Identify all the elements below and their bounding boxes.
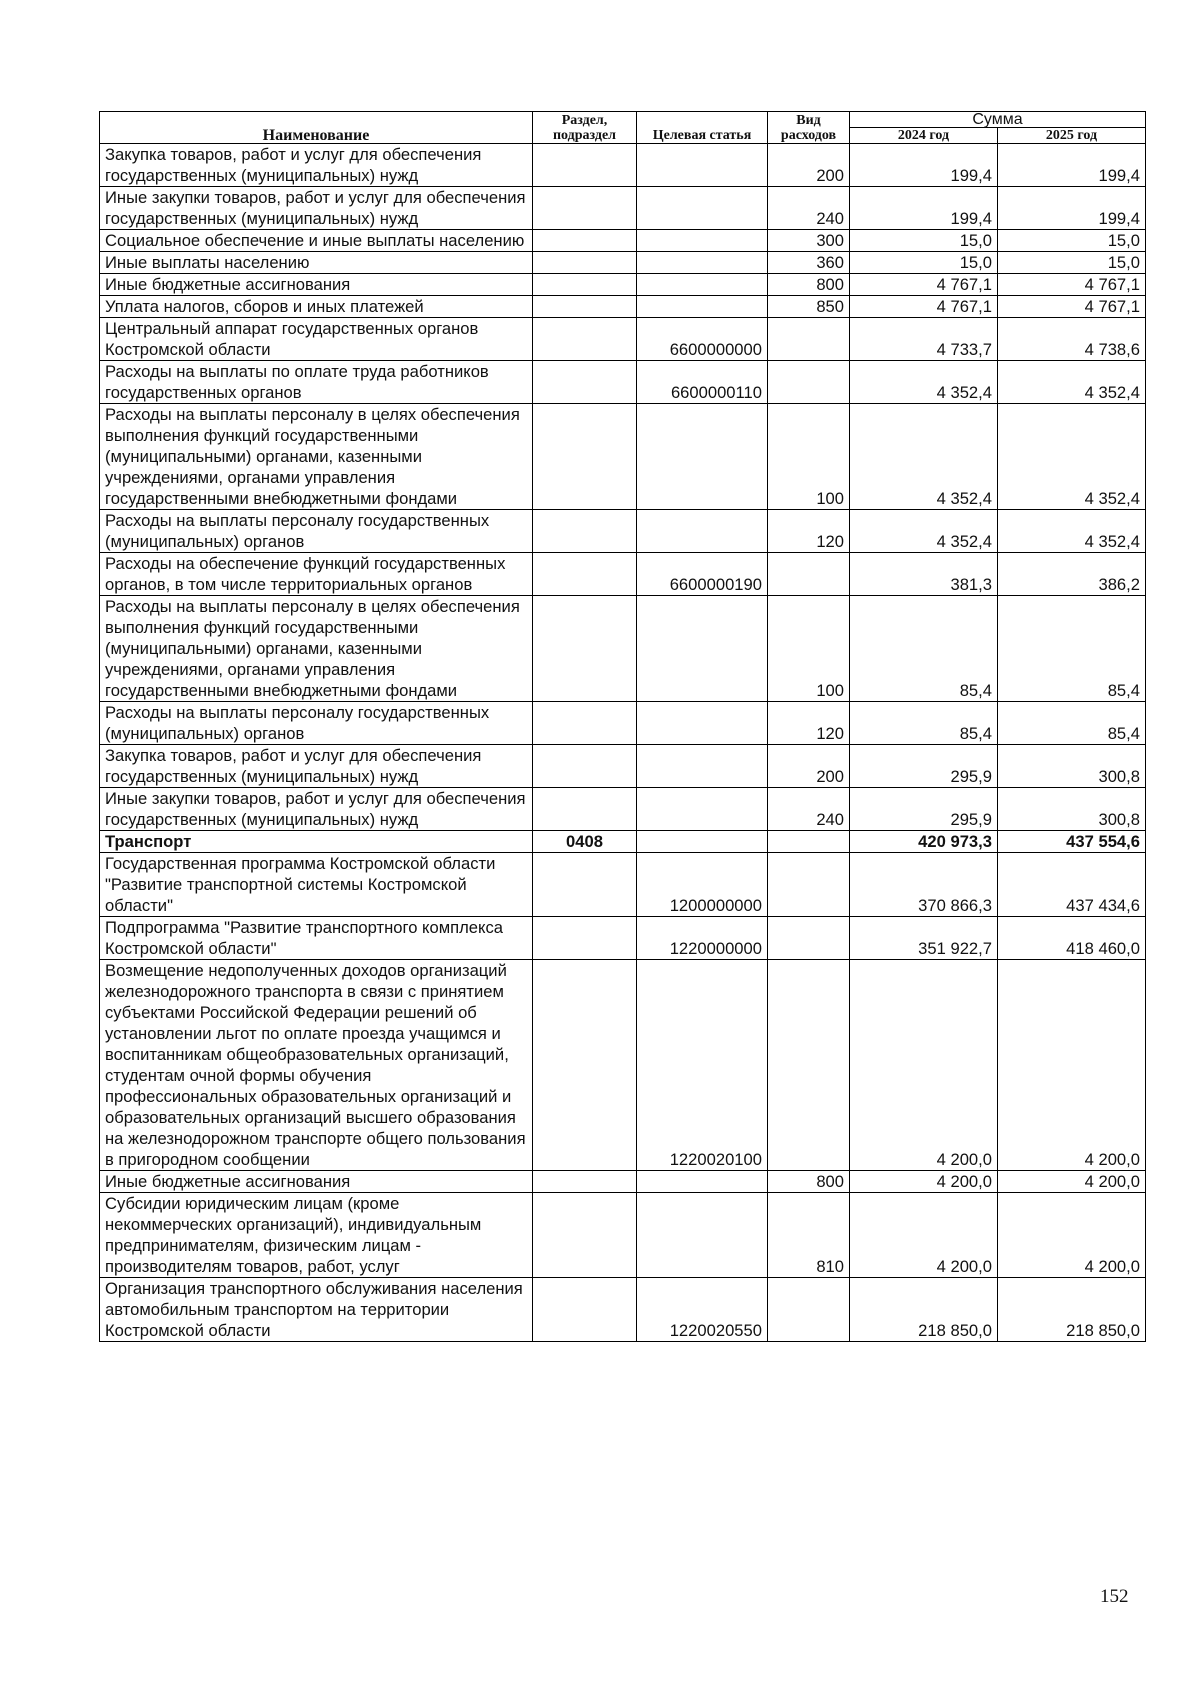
- cell-section: [533, 144, 637, 187]
- cell-section: [533, 960, 637, 1171]
- cell-target: 1220020100: [637, 960, 768, 1171]
- cell-target: [637, 144, 768, 187]
- cell-name: Закупка товаров, работ и услуг для обеспечения государственных (муниципальных) нужд: [100, 745, 533, 788]
- cell-name: Центральный аппарат государственных органов Костромской области: [100, 318, 533, 361]
- table-row: [100, 187, 1146, 230]
- cell-sum-2025: 218 850,0: [998, 1278, 1146, 1342]
- table-row: [100, 702, 1146, 745]
- cell-name: Расходы на выплаты персоналу государственных (муниципальных) органов: [100, 702, 533, 745]
- cell-sum-2024: 420 973,3: [850, 831, 998, 853]
- cell-section: [533, 596, 637, 702]
- budget-page: [99, 111, 1145, 1342]
- cell-sum-2024: 199,4: [850, 187, 998, 230]
- cell-sum-2024: 199,4: [850, 144, 998, 187]
- cell-name: Расходы на обеспечение функций государственных органов, в том числе территориальных органов: [100, 553, 533, 596]
- cell-expense-type: 800: [768, 274, 850, 296]
- cell-sum-2025: 437 434,6: [998, 853, 1146, 917]
- cell-name: Иные закупки товаров, работ и услуг для обеспечения государственных (муниципальных) нужд: [100, 788, 533, 831]
- cell-section: [533, 853, 637, 917]
- cell-expense-type: [768, 361, 850, 404]
- table-row: [100, 1193, 1146, 1278]
- cell-name: Подпрограмма "Развитие транспортного комплекса Костромской области": [100, 917, 533, 960]
- cell-expense-type: 120: [768, 702, 850, 745]
- cell-target: [637, 510, 768, 553]
- cell-target: [637, 230, 768, 252]
- cell-target: [637, 831, 768, 853]
- header-year-2025: 2025 год: [998, 128, 1146, 144]
- cell-target: 6600000110: [637, 361, 768, 404]
- table-row: [100, 831, 1146, 853]
- cell-expense-type: [768, 917, 850, 960]
- header-sum: Сумма: [850, 112, 1146, 128]
- cell-sum-2025: 199,4: [998, 144, 1146, 187]
- table-row: [100, 230, 1146, 252]
- header-target: Целевая статья: [637, 112, 768, 144]
- cell-expense-type: 800: [768, 1171, 850, 1193]
- table-row: [100, 510, 1146, 553]
- cell-sum-2024: 295,9: [850, 745, 998, 788]
- cell-sum-2025: 437 554,6: [998, 831, 1146, 853]
- table-row: [100, 745, 1146, 788]
- cell-section: [533, 553, 637, 596]
- cell-expense-type: [768, 1278, 850, 1342]
- cell-sum-2025: 386,2: [998, 553, 1146, 596]
- cell-name: Иные бюджетные ассигнования: [100, 274, 533, 296]
- table-row: [100, 553, 1146, 596]
- cell-section: [533, 702, 637, 745]
- cell-target: 1220020550: [637, 1278, 768, 1342]
- table-row: [100, 252, 1146, 274]
- cell-section: [533, 274, 637, 296]
- cell-sum-2024: 4 733,7: [850, 318, 998, 361]
- cell-name: Закупка товаров, работ и услуг для обеспечения государственных (муниципальных) нужд: [100, 144, 533, 187]
- cell-name: Расходы на выплаты по оплате труда работников государственных органов: [100, 361, 533, 404]
- cell-sum-2025: 4 352,4: [998, 361, 1146, 404]
- cell-name: Уплата налогов, сборов и иных платежей: [100, 296, 533, 318]
- cell-sum-2025: 4 352,4: [998, 404, 1146, 510]
- cell-sum-2025: 4 767,1: [998, 274, 1146, 296]
- cell-name: Расходы на выплаты персоналу в целях обеспечения выполнения функций государственными (муниципальными) органами, казенными учреждениями, органами управления государственными внебюджетными фондами: [100, 596, 533, 702]
- cell-target: [637, 1193, 768, 1278]
- cell-name: Расходы на выплаты персоналу в целях обеспечения выполнения функций государственными (муниципальными) органами, казенными учреждениями, органами управления государственными внебюджетными фондами: [100, 404, 533, 510]
- cell-target: 6600000190: [637, 553, 768, 596]
- table-row: [100, 853, 1146, 917]
- cell-sum-2025: 418 460,0: [998, 917, 1146, 960]
- table-row: [100, 596, 1146, 702]
- cell-sum-2024: 351 922,7: [850, 917, 998, 960]
- cell-sum-2025: 15,0: [998, 252, 1146, 274]
- cell-sum-2024: 4 200,0: [850, 1171, 998, 1193]
- table-row: [100, 361, 1146, 404]
- cell-name: Организация транспортного обслуживания населения автомобильным транспортом на территории Костромской области: [100, 1278, 533, 1342]
- budget-table: [99, 111, 1146, 1342]
- cell-name: Субсидии юридическим лицам (кроме некоммерческих организаций), индивидуальным предпринимателям, физическим лицам - производителям товаров, работ, услуг: [100, 1193, 533, 1278]
- cell-target: [637, 745, 768, 788]
- cell-sum-2024: 15,0: [850, 230, 998, 252]
- cell-target: 1200000000: [637, 853, 768, 917]
- cell-sum-2025: 300,8: [998, 745, 1146, 788]
- cell-sum-2024: 4 767,1: [850, 274, 998, 296]
- table-row: [100, 404, 1146, 510]
- cell-section: [533, 745, 637, 788]
- cell-sum-2025: 15,0: [998, 230, 1146, 252]
- cell-section: [533, 1193, 637, 1278]
- cell-expense-type: [768, 553, 850, 596]
- cell-sum-2025: 199,4: [998, 187, 1146, 230]
- cell-sum-2025: 4 200,0: [998, 1193, 1146, 1278]
- cell-sum-2024: 4 352,4: [850, 510, 998, 553]
- header-name: Наименование: [100, 112, 533, 144]
- cell-sum-2024: 4 200,0: [850, 1193, 998, 1278]
- cell-name: Расходы на выплаты персоналу государственных (муниципальных) органов: [100, 510, 533, 553]
- cell-section: [533, 187, 637, 230]
- cell-sum-2024: 15,0: [850, 252, 998, 274]
- cell-section: [533, 361, 637, 404]
- table-row: [100, 296, 1146, 318]
- cell-expense-type: [768, 831, 850, 853]
- cell-section: [533, 1278, 637, 1342]
- cell-target: [637, 702, 768, 745]
- cell-expense-type: 300: [768, 230, 850, 252]
- cell-sum-2024: 295,9: [850, 788, 998, 831]
- table-row: [100, 144, 1146, 187]
- cell-sum-2024: 381,3: [850, 553, 998, 596]
- cell-sum-2025: 85,4: [998, 702, 1146, 745]
- cell-sum-2024: 218 850,0: [850, 1278, 998, 1342]
- cell-section: [533, 510, 637, 553]
- table-row: [100, 960, 1146, 1171]
- cell-expense-type: 200: [768, 745, 850, 788]
- header-year-2024: 2024 год: [850, 128, 998, 144]
- cell-target: [637, 404, 768, 510]
- page-number: 152: [1100, 1586, 1129, 1607]
- cell-target: [637, 1171, 768, 1193]
- cell-expense-type: [768, 318, 850, 361]
- cell-section: [533, 318, 637, 361]
- cell-target: [637, 596, 768, 702]
- cell-expense-type: 100: [768, 404, 850, 510]
- cell-sum-2024: 85,4: [850, 702, 998, 745]
- cell-sum-2024: 4 200,0: [850, 960, 998, 1171]
- table-header: [100, 112, 1146, 144]
- cell-name: Иные выплаты населению: [100, 252, 533, 274]
- cell-section: [533, 917, 637, 960]
- cell-expense-type: 810: [768, 1193, 850, 1278]
- cell-section: [533, 1171, 637, 1193]
- cell-section: [533, 296, 637, 318]
- cell-name: Транспорт: [100, 831, 533, 853]
- cell-target: [637, 296, 768, 318]
- cell-expense-type: 240: [768, 788, 850, 831]
- cell-sum-2025: 4 200,0: [998, 960, 1146, 1171]
- cell-sum-2024: 370 866,3: [850, 853, 998, 917]
- cell-expense-type: 100: [768, 596, 850, 702]
- table-row: [100, 917, 1146, 960]
- cell-sum-2024: 85,4: [850, 596, 998, 702]
- cell-name: Возмещение недополученных доходов организаций железнодорожного транспорта в связи с принятием субъектами Российской Федерации решений об установлении льгот по оплате проезда учащимся и воспитанникам общеобразовательных организаций, студентам очной формы обучения профессиональных образовательных организаций и образовательных организаций высшего образования на железнодорожном транспорте общего пользования в пригородном сообщении: [100, 960, 533, 1171]
- cell-section: [533, 230, 637, 252]
- cell-target: [637, 788, 768, 831]
- cell-target: [637, 274, 768, 296]
- cell-target: 1220000000: [637, 917, 768, 960]
- cell-expense-type: 200: [768, 144, 850, 187]
- table-row: [100, 788, 1146, 831]
- header-section: Раздел, подраздел: [533, 112, 637, 144]
- cell-section: [533, 252, 637, 274]
- cell-section: 0408: [533, 831, 637, 853]
- cell-section: [533, 404, 637, 510]
- table-row: [100, 1278, 1146, 1342]
- cell-target: [637, 187, 768, 230]
- cell-sum-2025: 4 200,0: [998, 1171, 1146, 1193]
- cell-expense-type: 240: [768, 187, 850, 230]
- cell-name: Социальное обеспечение и иные выплаты населению: [100, 230, 533, 252]
- cell-expense-type: 360: [768, 252, 850, 274]
- cell-target: [637, 252, 768, 274]
- cell-sum-2024: 4 767,1: [850, 296, 998, 318]
- cell-sum-2025: 4 738,6: [998, 318, 1146, 361]
- cell-sum-2025: 300,8: [998, 788, 1146, 831]
- cell-target: 6600000000: [637, 318, 768, 361]
- table-row: [100, 1171, 1146, 1193]
- cell-sum-2025: 85,4: [998, 596, 1146, 702]
- cell-sum-2024: 4 352,4: [850, 404, 998, 510]
- cell-name: Иные закупки товаров, работ и услуг для обеспечения государственных (муниципальных) нужд: [100, 187, 533, 230]
- table-row: [100, 274, 1146, 296]
- cell-expense-type: 850: [768, 296, 850, 318]
- cell-section: [533, 788, 637, 831]
- header-expense-type: Вид расходов: [768, 112, 850, 144]
- cell-name: Государственная программа Костромской области "Развитие транспортной системы Костромской области": [100, 853, 533, 917]
- cell-sum-2025: 4 352,4: [998, 510, 1146, 553]
- cell-sum-2025: 4 767,1: [998, 296, 1146, 318]
- cell-expense-type: [768, 853, 850, 917]
- table-row: [100, 318, 1146, 361]
- cell-expense-type: [768, 960, 850, 1171]
- cell-name: Иные бюджетные ассигнования: [100, 1171, 533, 1193]
- table-body: [100, 144, 1146, 1342]
- cell-sum-2024: 4 352,4: [850, 361, 998, 404]
- cell-expense-type: 120: [768, 510, 850, 553]
